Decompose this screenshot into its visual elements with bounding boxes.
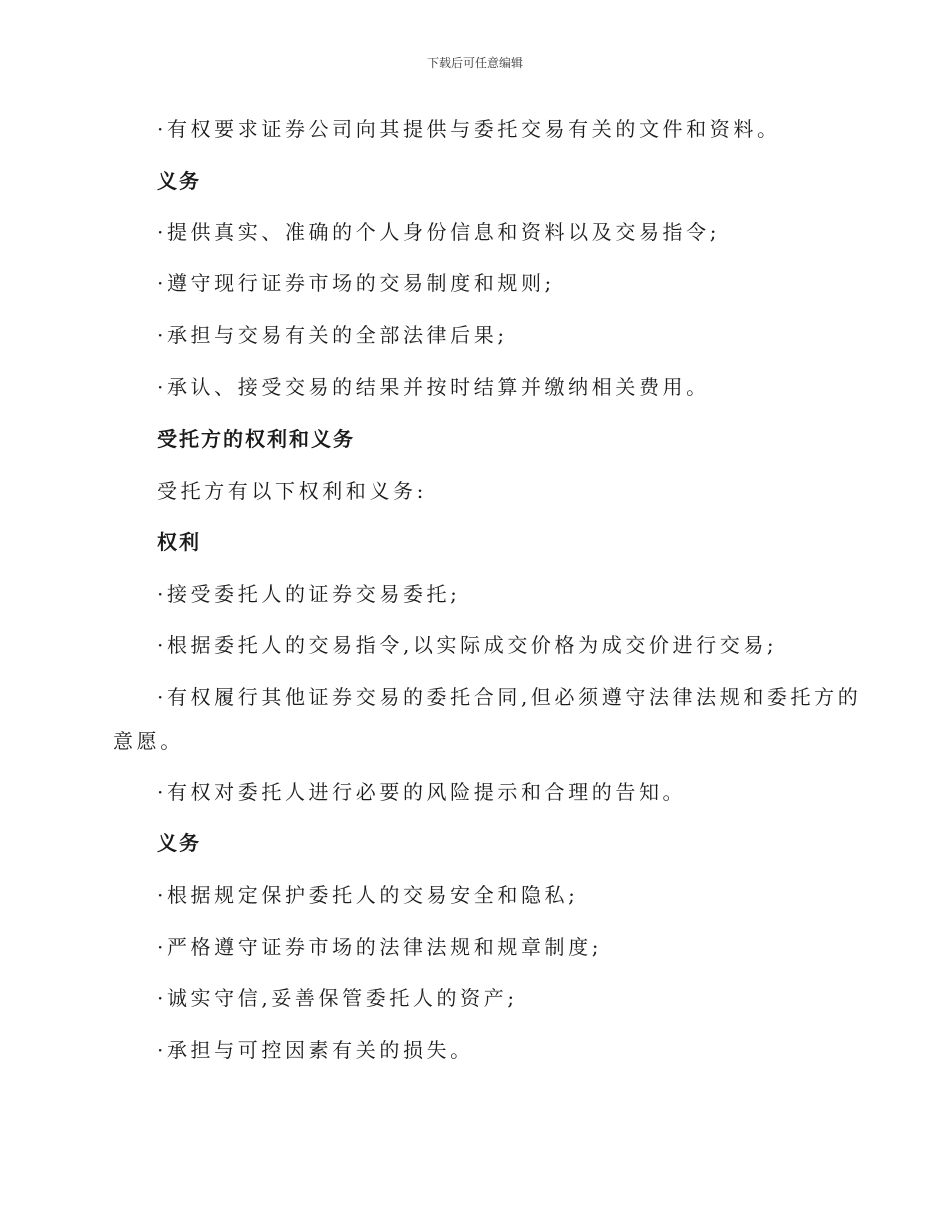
header-note: 下载后可任意编辑: [426, 56, 523, 70]
trustee-right-risk-notice: ·有权对委托人进行必要的风险提示和合理的告知。: [157, 780, 687, 804]
client-obligation-legal-consequences: ·承担与交易有关的全部法律后果;: [157, 323, 508, 347]
section-heading-obligations: 义务: [157, 169, 201, 193]
section-heading-obligations-trustee: 义务: [157, 831, 201, 855]
client-right-document-access: ·有权要求证券公司向其提供与委托交易有关的文件和资料。: [157, 117, 781, 141]
trustee-right-other-contracts: ·有权履行其他证券交易的委托合同,但必须遵守法律法规和委托方的: [157, 685, 862, 709]
trustee-right-accept-orders: ·接受委托人的证券交易委托;: [157, 582, 461, 606]
trustee-obligation-losses: ·承担与可控因素有关的损失。: [157, 1038, 474, 1062]
trustee-intro: 受托方有以下权利和义务:: [157, 479, 427, 503]
trustee-right-other-contracts-continued: 意愿。: [113, 729, 184, 753]
trustee-obligation-compliance: ·严格遵守证券市场的法律法规和规章制度;: [157, 935, 603, 959]
client-obligation-provide-info: ·提供真实、准确的个人身份信息和资料以及交易指令;: [157, 220, 721, 244]
section-heading-rights: 权利: [157, 530, 201, 554]
section-heading-trustee: 受托方的权利和义务: [157, 427, 355, 451]
client-obligation-settlement: ·承认、接受交易的结果并按时结算并缴纳相关费用。: [157, 375, 710, 399]
trustee-obligation-asset-custody: ·诚实守信,妥善保管委托人的资产;: [157, 986, 518, 1010]
trustee-obligation-privacy: ·根据规定保护委托人的交易安全和隐私;: [157, 883, 579, 907]
client-obligation-follow-rules: ·遵守现行证券市场的交易制度和规则;: [157, 271, 555, 295]
trustee-right-execute-trades: ·根据委托人的交易指令,以实际成交价格为成交价进行交易;: [157, 633, 778, 657]
